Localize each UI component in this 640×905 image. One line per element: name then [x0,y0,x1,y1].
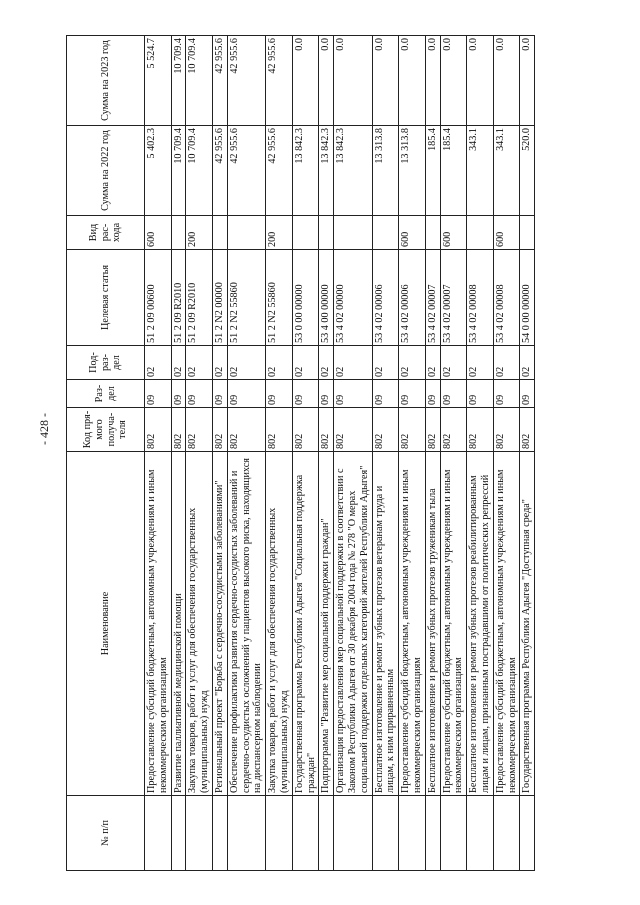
cell-target: 51 2 09 R2010 [171,250,186,346]
table-row [212,36,227,871]
cell-vid [467,216,494,250]
cell-num [319,796,334,871]
cell-num [212,796,227,871]
cell-razdel: 09 [440,380,467,408]
table-row [145,36,172,871]
cell-sum2022: 13 313.8 [372,126,399,216]
cell-sum2023: 0.0 [319,36,334,126]
cell-code: 802 [520,408,535,452]
cell-target: 53 4 02 00007 [425,250,440,346]
table-row [440,36,467,871]
cell-target: 53 4 02 00006 [372,250,399,346]
cell-vid: 200 [266,216,293,250]
cell-razdel: 09 [467,380,494,408]
table-row [372,36,399,871]
rotated-table-wrapper [66,36,576,871]
cell-razdel: 09 [425,380,440,408]
cell-num [186,796,213,871]
cell-name: Государственная программа Республики Адыгея "Доступная среда" [520,452,535,796]
table-row [399,36,426,871]
cell-razdel: 09 [212,380,227,408]
cell-vid [171,216,186,250]
cell-sum2022: 42 955.6 [227,126,265,216]
cell-vid [334,216,372,250]
cell-razdel: 09 [171,380,186,408]
cell-num [266,796,293,871]
cell-sum2022: 520.0 [520,126,535,216]
cell-vid [425,216,440,250]
cell-num [334,796,372,871]
cell-name: Государственная программа Республики Адыгея "Социальная поддержка граждан" [292,452,319,796]
cell-razdel: 09 [372,380,399,408]
cell-podrazdel: 02 [227,346,265,380]
cell-code: 802 [319,408,334,452]
cell-code: 802 [425,408,440,452]
cell-name: Закупка товаров, работ и услуг для обеспечения государственных (муниципальных) нужд [186,452,213,796]
cell-code: 802 [212,408,227,452]
cell-sum2023: 0.0 [425,36,440,126]
cell-num [467,796,494,871]
cell-sum2023: 42 955.6 [212,36,227,126]
cell-vid [212,216,227,250]
cell-podrazdel: 02 [467,346,494,380]
cell-num [292,796,319,871]
cell-podrazdel: 02 [520,346,535,380]
header-name: Наименование [67,452,145,796]
cell-sum2023: 5 524.7 [145,36,172,126]
cell-target: 53 4 02 00008 [467,250,494,346]
cell-name: Предоставление субсидий бюджетным, автономным учреждениям и иным некоммерческим организациям [145,452,172,796]
cell-name: Бесплатное изготовление и ремонт зубных протезов реабилитированным лицам и лицам, признанным пострадавшими от политических репрессий [467,452,494,796]
cell-razdel: 09 [266,380,293,408]
cell-target: 53 4 02 00000 [334,250,372,346]
cell-sum2022: 42 955.6 [212,126,227,216]
cell-podrazdel: 02 [292,346,319,380]
cell-target: 51 2 N2 55860 [266,250,293,346]
cell-vid [372,216,399,250]
cell-vid: 600 [493,216,520,250]
cell-code: 802 [493,408,520,452]
cell-num [399,796,426,871]
cell-razdel: 09 [292,380,319,408]
table-row [520,36,535,871]
table-row [467,36,494,871]
cell-sum2023: 42 955.6 [227,36,265,126]
cell-sum2022: 10 709.4 [171,126,186,216]
cell-sum2022: 10 709.4 [186,126,213,216]
table-row [227,36,265,871]
cell-code: 802 [334,408,372,452]
table-header-row [67,36,145,871]
header-sum2022: Сумма на 2022 год [67,126,145,216]
cell-target: 51 2 N2 00000 [212,250,227,346]
cell-sum2022: 13 842.3 [334,126,372,216]
header-vid: Вид рас- хода [67,216,145,250]
header-razdel: Раз- дел [67,380,145,408]
cell-vid: 200 [186,216,213,250]
cell-vid: 600 [399,216,426,250]
cell-name: Региональный проект "Борьба с сердечно-сосудистыми заболеваниями" [212,452,227,796]
cell-vid: 600 [145,216,172,250]
cell-sum2023: 0.0 [493,36,520,126]
table-row [334,36,372,871]
cell-razdel: 09 [493,380,520,408]
table-row [266,36,293,871]
cell-code: 802 [186,408,213,452]
cell-num [520,796,535,871]
cell-sum2023: 42 955.6 [266,36,293,126]
cell-name: Предоставление субсидий бюджетным, автономным учреждениям и иным некоммерческим организациям [440,452,467,796]
cell-code: 802 [440,408,467,452]
cell-target: 51 2 N2 55860 [227,250,265,346]
cell-name: Обеспечение профилактики развития сердечно-сосудистых заболеваний и сердечно-сосудистых осложнений у пациентов высокого риска, находящихся на диспансерном наблюдении [227,452,265,796]
cell-sum2022: 343.1 [493,126,520,216]
table-row [171,36,186,871]
cell-vid: 600 [440,216,467,250]
cell-code: 802 [292,408,319,452]
cell-code: 802 [467,408,494,452]
table-row [425,36,440,871]
cell-code: 802 [171,408,186,452]
header-target: Целевая статья [67,250,145,346]
cell-podrazdel: 02 [186,346,213,380]
cell-sum2022: 185.4 [425,126,440,216]
cell-name: Организация предоставления мер социальной поддержки в соответствии с Законом Республики Адыгея от 30 декабря 2004 года № 278 "О мерах социальной поддержки отдельных категорий жителей Республики Адыгея" [334,452,372,796]
cell-sum2023: 0.0 [372,36,399,126]
header-sum2023: Сумма на 2023 год [67,36,145,126]
cell-sum2023: 0.0 [440,36,467,126]
cell-sum2022: 5 402.3 [145,126,172,216]
table-body [145,36,535,871]
cell-vid [292,216,319,250]
cell-sum2022: 343.1 [467,126,494,216]
header-podrazdel: Под- раз- дел [67,346,145,380]
cell-target: 54 0 00 00000 [520,250,535,346]
cell-vid [520,216,535,250]
cell-podrazdel: 02 [145,346,172,380]
cell-name: Бесплатное изготовление и ремонт зубных протезов труженикам тыла [425,452,440,796]
cell-razdel: 09 [334,380,372,408]
cell-code: 802 [372,408,399,452]
cell-target: 53 4 00 00000 [319,250,334,346]
cell-target: 53 4 02 00006 [399,250,426,346]
cell-vid [319,216,334,250]
table-row [319,36,334,871]
cell-sum2023: 0.0 [399,36,426,126]
cell-name: Закупка товаров, работ и услуг для обеспечения государственных (муниципальных) нужд [266,452,293,796]
cell-code: 802 [227,408,265,452]
cell-sum2023: 0.0 [292,36,319,126]
cell-name: Бесплатное изготовление и ремонт зубных протезов ветеранам труда и лицам, к ним приравненным [372,452,399,796]
cell-sum2023: 0.0 [467,36,494,126]
cell-sum2022: 13 842.3 [319,126,334,216]
cell-sum2023: 0.0 [334,36,372,126]
cell-podrazdel: 02 [212,346,227,380]
cell-target: 53 4 02 00008 [493,250,520,346]
cell-num [493,796,520,871]
cell-podrazdel: 02 [440,346,467,380]
cell-target: 51 2 09 00600 [145,250,172,346]
table-row [493,36,520,871]
cell-code: 802 [266,408,293,452]
cell-num [425,796,440,871]
cell-podrazdel: 02 [372,346,399,380]
page-number: - 428 - [37,413,51,445]
cell-razdel: 09 [145,380,172,408]
cell-podrazdel: 02 [425,346,440,380]
cell-target: 51 2 09 R2010 [186,250,213,346]
cell-razdel: 09 [186,380,213,408]
table-row [292,36,319,871]
cell-sum2022: 13 842.3 [292,126,319,216]
cell-name: Предоставление субсидий бюджетным, автономным учреждениям и иным некоммерческим организациям [399,452,426,796]
cell-vid [227,216,265,250]
header-code: Код пря- мого получа- теля [67,408,145,452]
cell-code: 802 [145,408,172,452]
cell-podrazdel: 02 [493,346,520,380]
cell-podrazdel: 02 [266,346,293,380]
cell-podrazdel: 02 [399,346,426,380]
cell-sum2022: 13 313.8 [399,126,426,216]
cell-podrazdel: 02 [171,346,186,380]
cell-sum2023: 10 709.4 [186,36,213,126]
cell-target: 53 0 00 00000 [292,250,319,346]
cell-name: Развитие паллиативной медицинской помощи [171,452,186,796]
cell-podrazdel: 02 [319,346,334,380]
cell-name: Предоставление субсидий бюджетным, автономным учреждениям и иным некоммерческим организациям [493,452,520,796]
cell-sum2023: 0.0 [520,36,535,126]
table-row [186,36,213,871]
cell-num [171,796,186,871]
cell-code: 802 [399,408,426,452]
cell-target: 53 4 02 00007 [440,250,467,346]
cell-sum2022: 42 955.6 [266,126,293,216]
cell-razdel: 09 [399,380,426,408]
cell-sum2022: 185.4 [440,126,467,216]
cell-num [227,796,265,871]
cell-podrazdel: 02 [334,346,372,380]
cell-razdel: 09 [520,380,535,408]
cell-num [440,796,467,871]
cell-num [372,796,399,871]
budget-table [66,35,535,871]
cell-razdel: 09 [319,380,334,408]
cell-name: Подпрограмма "Развитие мер социальной поддержки граждан" [319,452,334,796]
cell-num [145,796,172,871]
cell-razdel: 09 [227,380,265,408]
header-num: № п/п [67,796,145,871]
cell-sum2023: 10 709.4 [171,36,186,126]
page-content [66,0,576,905]
